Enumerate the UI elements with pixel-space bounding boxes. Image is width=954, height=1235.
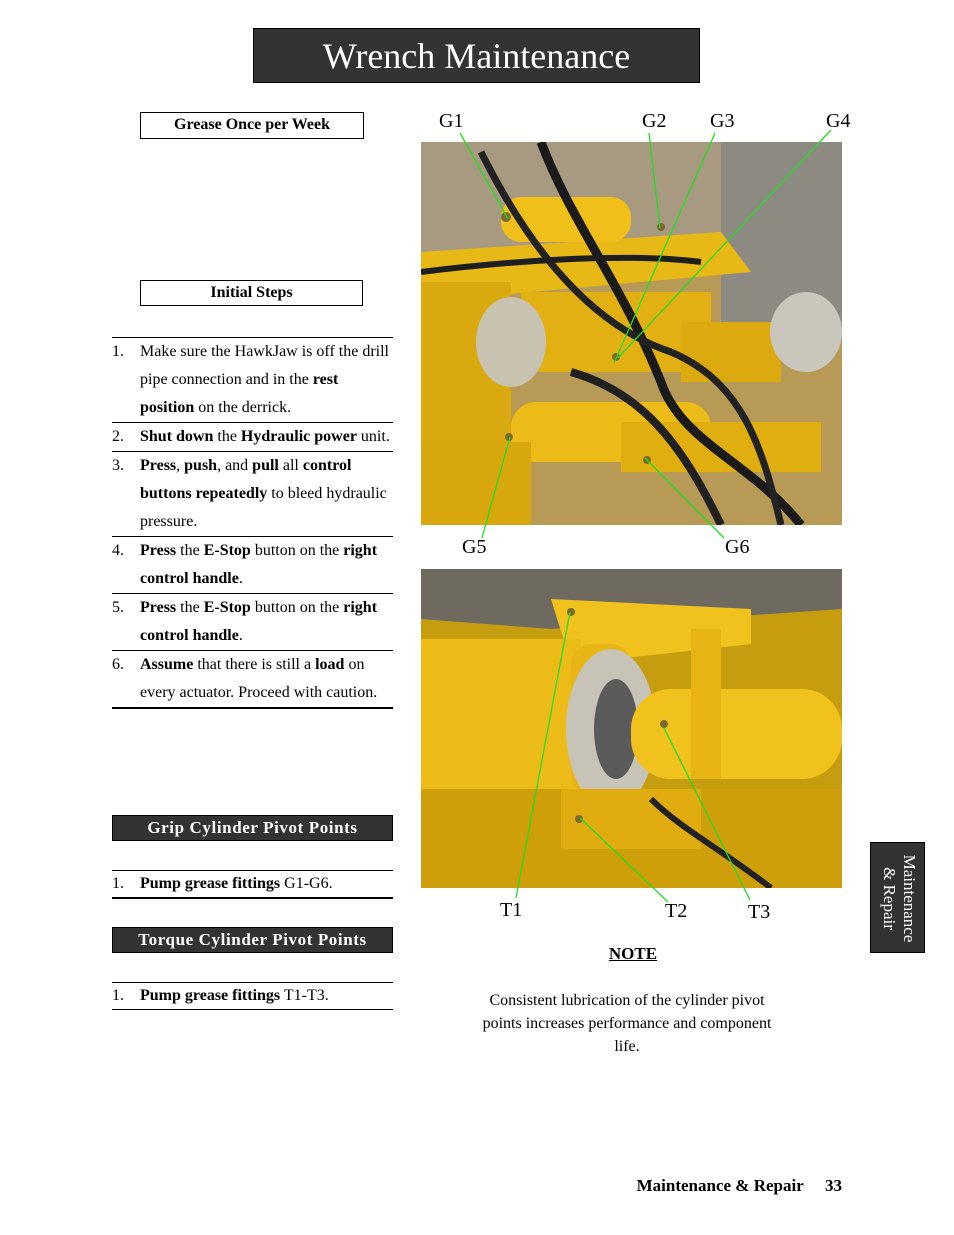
action-bold: Pump grease fittings <box>140 875 281 892</box>
step-text-bold: right control handle <box>140 599 378 644</box>
step-number: 1. <box>112 343 124 360</box>
page-title: Wrench Maintenance <box>253 28 700 83</box>
action-rest: T1-T3. <box>280 987 329 1004</box>
step-text-run: . <box>238 570 243 587</box>
step-text-bold: push <box>184 457 218 474</box>
step-text-run: to bleed hydraulic pressure. <box>140 485 387 530</box>
step-text-bold: control buttons repeatedly <box>140 457 352 502</box>
label-t1: T1 <box>500 899 523 921</box>
step-text-run: that there is still a <box>193 656 316 673</box>
step-number: 5. <box>112 599 124 616</box>
side-tab-line2: & Repair <box>880 867 899 930</box>
step-text-run: on every actuator. Proceed with caution. <box>140 656 378 701</box>
step-text-bold: Press <box>140 457 177 474</box>
label-g5: G5 <box>462 536 487 558</box>
step-text-bold: Press <box>140 542 177 559</box>
label-g1: G1 <box>439 110 464 132</box>
torque-heading: Torque Cylinder Pivot Points <box>112 927 393 953</box>
step-text-run: on the derrick. <box>194 399 292 416</box>
step-text-bold: Press <box>140 599 177 616</box>
action-rest: G1-G6. <box>280 875 333 892</box>
list-number: 1. <box>112 987 124 1004</box>
step-number: 3. <box>112 457 124 474</box>
step-number: 4. <box>112 542 124 559</box>
step-text-bold: load <box>315 656 345 673</box>
step-text-run: , <box>176 457 185 474</box>
step-text-run: all <box>278 457 303 474</box>
list-number: 1. <box>112 875 124 892</box>
side-tab-line1: Maintenance <box>900 854 919 943</box>
step-text-bold: Shut down <box>140 428 214 445</box>
page-footer <box>560 1176 842 1196</box>
step-text-run: button on the <box>250 542 344 559</box>
step-number: 6. <box>112 656 124 673</box>
label-t2: T2 <box>665 900 688 922</box>
step-text-run: the <box>213 428 241 445</box>
label-g4: G4 <box>826 110 851 132</box>
page-number: 33 <box>825 1176 842 1195</box>
step-text-bold: right control handle <box>140 542 378 587</box>
step-text-bold: Assume <box>140 656 194 673</box>
step-text-bold: rest position <box>140 371 339 416</box>
section-side-tab <box>870 842 925 953</box>
grip-heading: Grip Cylinder Pivot Points <box>112 815 393 841</box>
action-bold: Pump grease fittings <box>140 987 281 1004</box>
step-text-run: , and <box>217 457 253 474</box>
step-text-run: the <box>176 542 204 559</box>
step-number: 2. <box>112 428 124 445</box>
step-text-bold: E-Stop <box>203 599 251 616</box>
step-text-bold: pull <box>252 457 279 474</box>
footer-section: Maintenance & Repair <box>636 1176 804 1195</box>
initial-steps-heading: Initial Steps <box>140 280 363 306</box>
note-text: Consistent lubrication of the cylinder pivot points increases performance and component life. <box>482 992 772 1055</box>
step-text-run: . <box>238 627 243 644</box>
grease-week-heading: Grease Once per Week <box>140 112 364 139</box>
note-heading: NOTE <box>608 944 658 963</box>
step-text-bold: Hydraulic power <box>240 428 357 445</box>
label-g3: G3 <box>710 110 735 132</box>
step-text-run: the <box>176 599 204 616</box>
label-g6: G6 <box>725 536 750 558</box>
step-text-run: button on the <box>250 599 344 616</box>
step-text-bold: E-Stop <box>203 542 251 559</box>
step-text-run: Make sure the HawkJaw is off the drill pipe connection and in the <box>140 343 389 388</box>
label-g2: G2 <box>642 110 667 132</box>
label-t3: T3 <box>748 901 771 923</box>
step-text-run: unit. <box>356 428 390 445</box>
